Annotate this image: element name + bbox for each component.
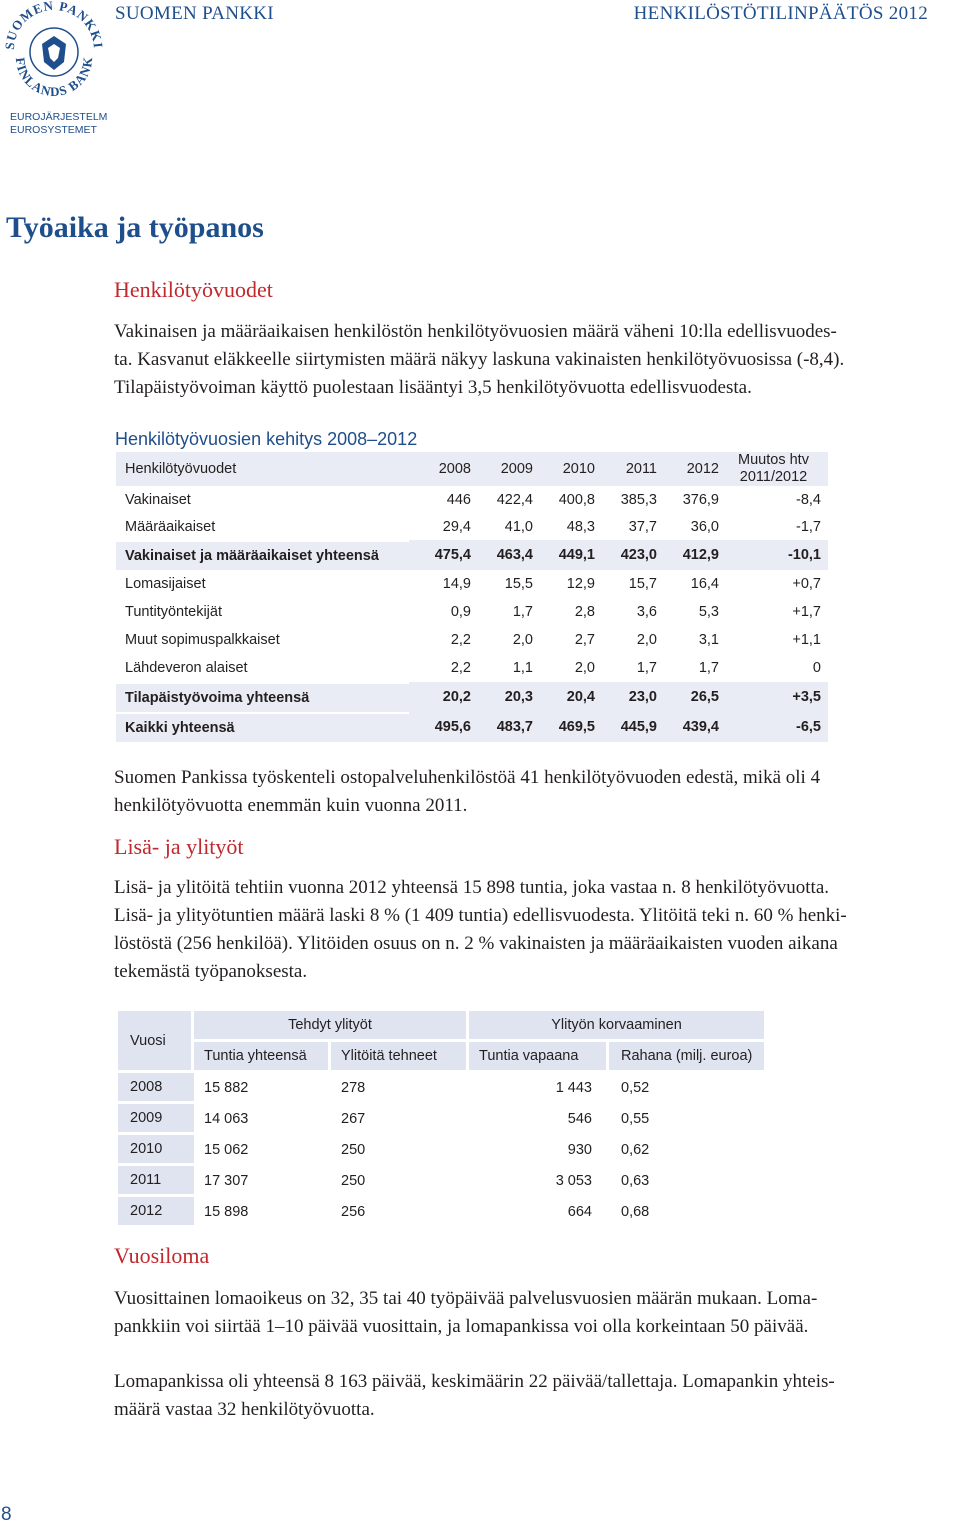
- cell: 15,7: [628, 576, 657, 592]
- table-row: [116, 570, 828, 598]
- cell: 15 882: [194, 1073, 331, 1104]
- table-row: [116, 514, 828, 540]
- cell: 0,9: [450, 604, 471, 620]
- cell: 0,52: [609, 1073, 767, 1104]
- cell: 439,4: [657, 712, 719, 742]
- logo-text-top: SUOMEN PANKKI: [2, 0, 107, 51]
- row-year: 2009: [118, 1104, 194, 1135]
- cell: 0,55: [609, 1104, 767, 1135]
- table-row: [116, 598, 828, 626]
- row-label: Tilapäistyövoima yhteensä: [116, 682, 409, 712]
- cell: 469,5: [533, 712, 595, 742]
- table-row: [118, 1197, 767, 1228]
- text-line: Lomapankissa oli yhteensä 8 163 päivää, keskimäärin 22 päivää/tallettaja. Lomapankin yhteis-: [114, 1371, 835, 1392]
- table-row: [116, 654, 828, 682]
- cell: 2,8: [574, 604, 595, 620]
- row-label: Kaikki yhteensä: [116, 712, 409, 742]
- table-row: [118, 1104, 767, 1135]
- table-header-row: [116, 452, 828, 486]
- cell: 2,7: [574, 632, 595, 648]
- table-row: [118, 1166, 767, 1197]
- text-line: löstöstä (256 henkilöä). Ylitöiden osuus on n. 2 % vakinaisten ja määräaikaisten vuoden aikana: [114, 933, 838, 954]
- table-subheader-row: [118, 1042, 767, 1073]
- cell: 0,63: [609, 1166, 767, 1197]
- cell: 1 443: [469, 1073, 609, 1104]
- cell: 1,1: [512, 660, 533, 676]
- cell: 449,1: [533, 540, 595, 570]
- cell-change: +0,7: [792, 576, 821, 592]
- cell-change: +1,1: [792, 632, 821, 648]
- cell: 20,2: [409, 682, 471, 712]
- cell: 2,2: [450, 660, 471, 676]
- cell: 422,4: [496, 492, 533, 508]
- cell: 41,0: [504, 519, 533, 535]
- table-ylityot: [118, 1011, 767, 1228]
- table-header-row: [118, 1011, 767, 1042]
- table-row: [118, 1073, 767, 1104]
- table-row: [116, 486, 828, 514]
- col-header: 2010: [533, 452, 595, 486]
- cell: 278: [331, 1073, 469, 1104]
- row-year: 2008: [118, 1073, 194, 1104]
- col-header: 2012: [657, 452, 719, 486]
- table-henkilotyovuodet: [116, 452, 828, 742]
- header-org: SUOMEN PANKKI: [115, 3, 274, 24]
- cell: 37,7: [628, 519, 657, 535]
- col-header-change: [719, 452, 828, 486]
- cell: 267: [331, 1104, 469, 1135]
- table-row: [118, 1135, 767, 1166]
- header-report-title: HENKILÖSTÖTILINPÄÄTÖS 2012: [633, 3, 928, 24]
- cell: 2,0: [574, 660, 595, 676]
- text-line: Vakinaisen ja määräaikaisen henkilöstön henkilötyövuosien määrä väheni 10:lla edellisvuodes-: [114, 321, 837, 342]
- paragraph-vuosiloma-2: [114, 1368, 944, 1424]
- cell: 16,4: [690, 576, 719, 592]
- cell: 1,7: [636, 660, 657, 676]
- cell: 14 063: [194, 1104, 331, 1135]
- table-row-total: [116, 712, 828, 742]
- cell-change: 0: [812, 660, 821, 676]
- col-header: 2011: [595, 452, 657, 486]
- cell: 15,5: [504, 576, 533, 592]
- change-header-line-2: 2011/2012: [739, 469, 808, 485]
- cell: 14,9: [442, 576, 471, 592]
- cell: 2,0: [512, 632, 533, 648]
- cell: 48,3: [566, 519, 595, 535]
- text-line: määrä vastaa 32 henkilötyövuotta.: [114, 1399, 375, 1420]
- cell-change: -1,7: [796, 519, 821, 535]
- cell: 5,3: [698, 604, 719, 620]
- col-header: Henkilötyövuodet: [116, 452, 409, 486]
- text-line: Lisä- ja ylitöitä tehtiin vuonna 2012 yhteensä 15 898 tuntia, joka vastaa n. 8 henkilötyövuotta.: [114, 877, 829, 898]
- row-label: Muut sopimuspalkkaiset: [125, 632, 280, 648]
- row-year: 2012: [118, 1197, 194, 1228]
- cell: 15 898: [194, 1197, 331, 1228]
- cell-change: -6,5: [719, 712, 828, 742]
- cell: 250: [331, 1166, 469, 1197]
- cell: 1,7: [512, 604, 533, 620]
- cell-change: +3,5: [719, 682, 828, 712]
- row-label: Vakinaiset: [125, 492, 191, 508]
- cell: 2,2: [450, 632, 471, 648]
- row-year: 2010: [118, 1135, 194, 1166]
- text-line: ta. Kasvanut eläkkeelle siirtymisten määrä näkyy laskuna vakinaisten henkilötyövuosissa (-8,4).: [114, 349, 845, 370]
- col-header: 2008: [409, 452, 471, 486]
- paragraph-ostopalvelu: [114, 764, 944, 820]
- col-group-header: Ylityön korvaaminen: [469, 1011, 767, 1042]
- table1-caption: Henkilötyövuosien kehitys 2008–2012: [115, 429, 418, 449]
- bank-logo: [2, 0, 107, 140]
- cell: 376,9: [682, 492, 719, 508]
- logo-sub-1: EUROJÄRJESTELMÄ: [10, 111, 107, 123]
- cell-change: -10,1: [719, 540, 828, 570]
- page-number: 8: [1, 1504, 12, 1525]
- logo-text-bottom: FINLANDS BANK: [12, 55, 96, 100]
- cell: 17 307: [194, 1166, 331, 1197]
- section-heading-henkilotyovuodet: Henkilötyövuodet: [114, 277, 273, 302]
- cell-change: +1,7: [792, 604, 821, 620]
- cell: 2,0: [636, 632, 657, 648]
- cell: 15 062: [194, 1135, 331, 1166]
- row-label: Lähdeveron alaiset: [125, 660, 248, 676]
- logo-sub-2: EUROSYSTEMET: [10, 124, 97, 135]
- cell: 445,9: [595, 712, 657, 742]
- paragraph-lisa-ja-ylityot: [114, 874, 944, 986]
- cell: 412,9: [657, 540, 719, 570]
- row-label: Tuntityöntekijät: [125, 604, 222, 620]
- cell: 23,0: [595, 682, 657, 712]
- text-line: Tilapäistyövoiman käyttö puolestaan lisääntyi 3,5 henkilötyövuotta edellisvuodesta.: [114, 377, 752, 398]
- paragraph-vuosiloma-1: [114, 1285, 944, 1341]
- cell: 29,4: [442, 519, 471, 535]
- col-header: Rahana (milj. euroa): [609, 1042, 767, 1073]
- cell: 36,0: [690, 519, 719, 535]
- cell: 1,7: [698, 660, 719, 676]
- row-label: Määräaikaiset: [125, 519, 216, 535]
- section-heading-vuosiloma: Vuosiloma: [114, 1243, 210, 1268]
- cell: 446: [446, 492, 471, 508]
- text-line: henkilötyövuotta enemmän kuin vuonna 2011.: [114, 795, 468, 816]
- cell: 3,6: [636, 604, 657, 620]
- cell: 256: [331, 1197, 469, 1228]
- paragraph-henkilotyovuodet: [114, 318, 944, 402]
- table-row-subtotal: [116, 540, 828, 570]
- text-line: tekemästä työpanoksesta.: [114, 961, 308, 982]
- col-header: 2009: [471, 452, 533, 486]
- text-line: pankkiin voi siirtää 1–10 päivää vuosittain, ja lomapankissa voi olla korkeintaan 50 päivää.: [114, 1316, 809, 1337]
- cell: 0,68: [609, 1197, 767, 1228]
- change-header-line-1: Muutos htv: [738, 452, 809, 468]
- cell: 12,9: [566, 576, 595, 592]
- cell: 423,0: [595, 540, 657, 570]
- section-heading-lisa-ja-ylityot: Lisä- ja ylityöt: [114, 834, 244, 859]
- col-header: Tuntia yhteensä: [194, 1042, 331, 1073]
- text-line: Vuosittainen lomaoikeus on 32, 35 tai 40 työpäivää palvelusvuosien määrän mukaan. Loma-: [114, 1288, 818, 1309]
- cell: 385,3: [620, 492, 657, 508]
- cell-change: -8,4: [796, 492, 821, 508]
- cell: 26,5: [657, 682, 719, 712]
- table-row: [116, 626, 828, 654]
- col-header: Tuntia vapaana: [469, 1042, 609, 1073]
- cell: 20,4: [533, 682, 595, 712]
- row-label: Vakinaiset ja määräaikaiset yhteensä: [116, 540, 409, 570]
- text-line: Lisä- ja ylityötuntien määrä laski 8 % (1 409 tuntia) edellisvuodesta. Ylitöitä teki n. 60 % henki-: [114, 905, 847, 926]
- cell: 250: [331, 1135, 469, 1166]
- table-row-subtotal: [116, 682, 828, 712]
- col-header: Ylitöitä tehneet: [331, 1042, 469, 1073]
- page-title: Työaika ja työpanos: [6, 211, 264, 244]
- cell: 3 053: [469, 1166, 609, 1197]
- cell: 483,7: [471, 712, 533, 742]
- row-year: 2011: [118, 1166, 194, 1197]
- text-line: Suomen Pankissa työskenteli ostopalveluhenkilöstöä 41 henkilötyövuoden edestä, mikä oli 4: [114, 767, 821, 788]
- col-header-year: Vuosi: [118, 1011, 194, 1073]
- cell: 20,3: [471, 682, 533, 712]
- cell: 463,4: [471, 540, 533, 570]
- cell: 475,4: [409, 540, 471, 570]
- cell: 3,1: [698, 632, 719, 648]
- cell: 930: [469, 1135, 609, 1166]
- cell: 400,8: [558, 492, 595, 508]
- cell: 495,6: [409, 712, 471, 742]
- col-group-header: Tehdyt ylityöt: [194, 1011, 469, 1042]
- cell: 664: [469, 1197, 609, 1228]
- cell: 0,62: [609, 1135, 767, 1166]
- row-label: Lomasijaiset: [125, 576, 206, 592]
- cell: 546: [469, 1104, 609, 1135]
